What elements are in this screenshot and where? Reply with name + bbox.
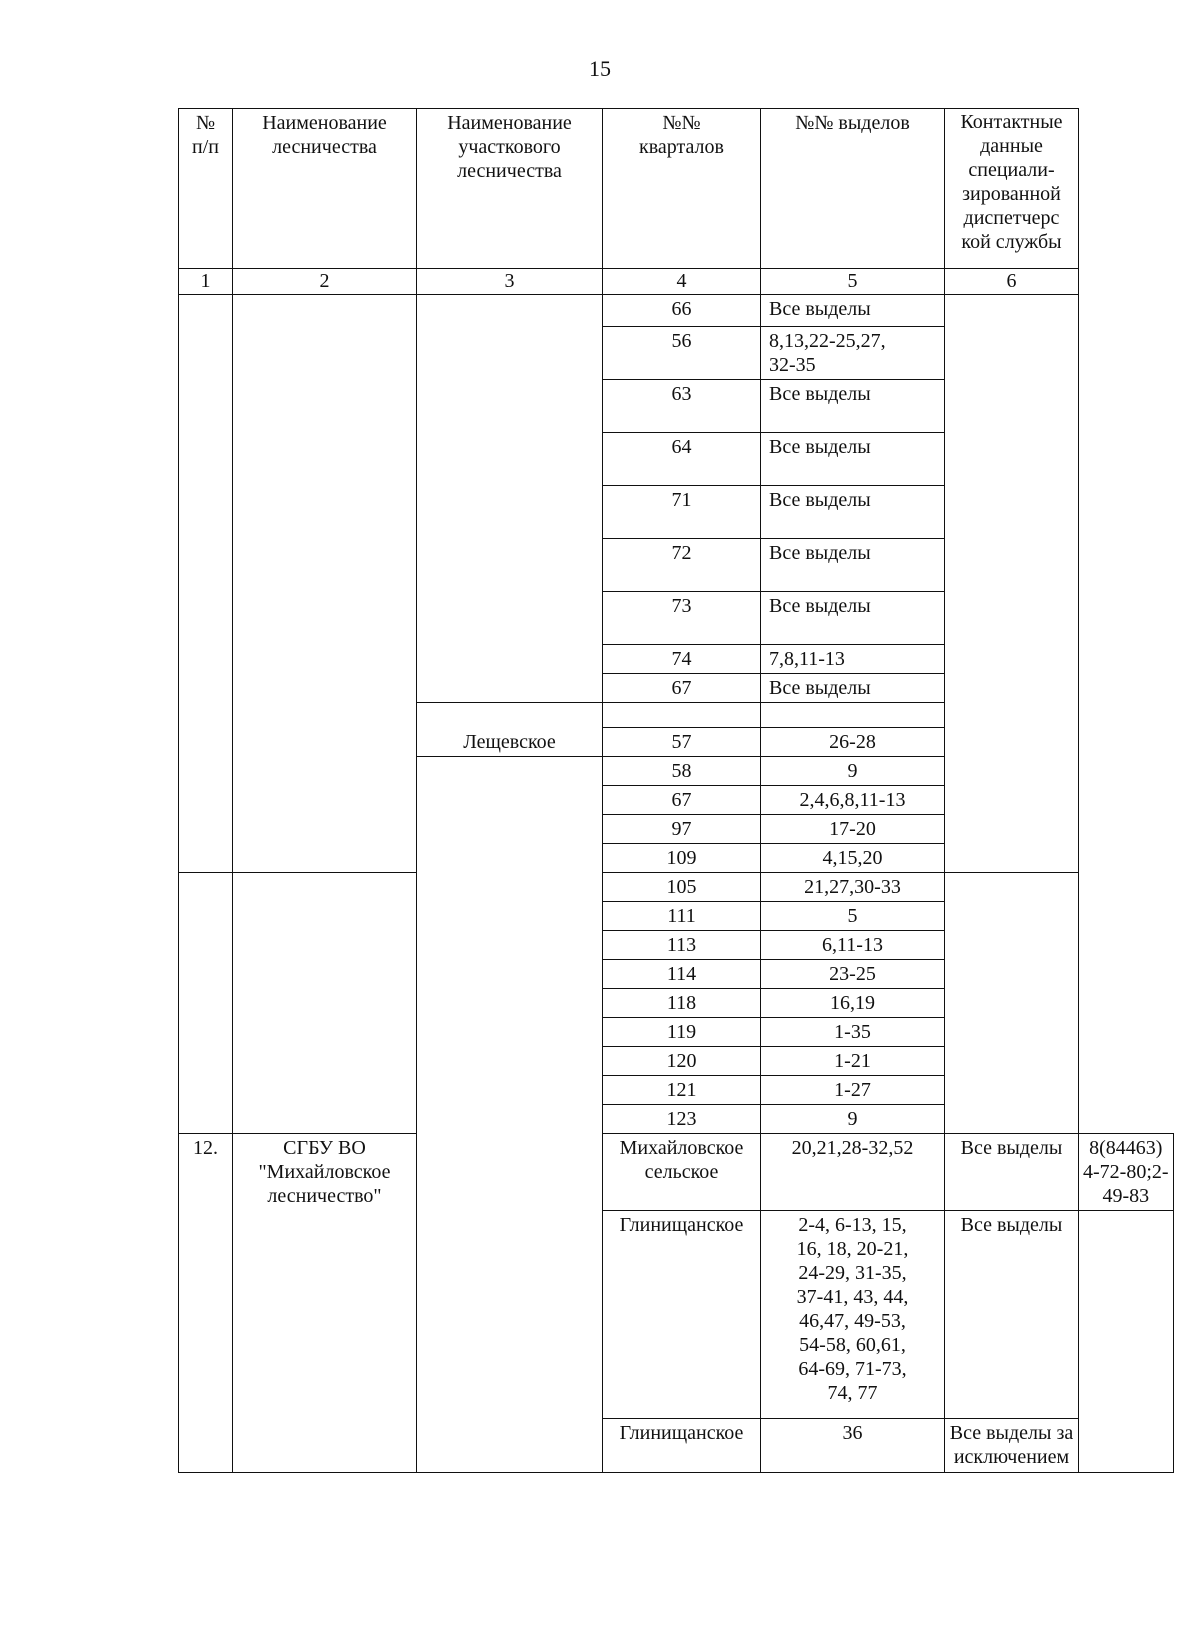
district-name-cell [417, 703, 603, 757]
quarter-cell [603, 703, 761, 728]
quarter-cell: 71 [603, 486, 761, 539]
column-number: 6 [945, 269, 1079, 295]
plots-cell: Все выделы [761, 433, 945, 486]
plots-cell: 5 [761, 902, 945, 931]
forestry-cell [233, 295, 417, 873]
column-number: 3 [417, 269, 603, 295]
district-cell [417, 757, 603, 1473]
district-cell: Глинищанское [603, 1419, 761, 1473]
quarter-cell: 105 [603, 873, 761, 902]
quarters-list: 2-4, 6-13, 15, 16, 18, 20-21, 24-29, 31-35, 37-41, 43, 44, 46,47, 49-53, 54-58, 60,61, 64-69, 71-73, 74, 77 [796, 1214, 909, 1404]
plots-cell: 4,15,20 [761, 844, 945, 873]
quarter-cell: 73 [603, 592, 761, 645]
quarter-cell: 64 [603, 433, 761, 486]
table-row [179, 295, 1174, 327]
column-number-row [179, 269, 1174, 295]
entry-number-cell [179, 873, 233, 1134]
column-number: 5 [761, 269, 945, 295]
plots-cell: Все выделы [761, 486, 945, 539]
quarter-cell: 67 [603, 786, 761, 815]
plots-cell: 7,8,11-13 [761, 645, 945, 674]
plots-cell: 2,4,6,8,11-13 [761, 786, 945, 815]
plots-cell: 1-21 [761, 1047, 945, 1076]
forestry-cell [233, 873, 417, 1134]
quarter-cell: 57 [603, 728, 761, 757]
plots-cell: 17-20 [761, 815, 945, 844]
quarter-cell: 111 [603, 902, 761, 931]
entry-number-cell: 12. [179, 1134, 233, 1473]
plots-cell [761, 703, 945, 728]
plots-cell [761, 327, 945, 380]
forestry-table [178, 108, 1174, 1473]
district-cell [417, 295, 603, 703]
plots-cell: 26-28 [761, 728, 945, 757]
plots-cell: 1-27 [761, 1076, 945, 1105]
plots-cell: Все выделы [761, 592, 945, 645]
contact-phone: 8(84463) 4-72-80;2- 49-83 [1083, 1137, 1169, 1207]
plots-text: Все выделы за исключением [949, 1422, 1074, 1468]
contact-cell [945, 873, 1079, 1134]
header-forestry [233, 109, 417, 269]
plots-text: 8,13,22-25,27, 32-35 [769, 330, 886, 376]
quarter-cell: 123 [603, 1105, 761, 1134]
contact-cell [1079, 1134, 1174, 1211]
header-number [179, 109, 233, 269]
header-forestry-text: Наименование лесничества [262, 112, 387, 158]
header-plots-text: №№ выделов [795, 112, 910, 134]
header-number-text: № п/п [192, 112, 219, 158]
quarter-cell: 120 [603, 1047, 761, 1076]
table-row [179, 873, 1174, 902]
quarter-cell: 119 [603, 1018, 761, 1047]
plots-cell: 6,11-13 [761, 931, 945, 960]
district-name: Михайловское сельское [619, 1137, 744, 1183]
table-row [179, 1134, 1174, 1211]
quarter-cell: 58 [603, 757, 761, 786]
plots-cell: Все выделы [945, 1134, 1079, 1211]
quarter-cell: 118 [603, 989, 761, 1018]
header-contacts-text: Контактные данные специали- зированной диспетчерс кой службы [960, 111, 1063, 253]
header-contacts [945, 109, 1079, 269]
district-name: Лещевское [463, 731, 556, 753]
district-cell [603, 1134, 761, 1211]
quarter-cell: 63 [603, 380, 761, 433]
plots-cell: 23-25 [761, 960, 945, 989]
plots-cell: 9 [761, 1105, 945, 1134]
plots-cell: Все выделы [761, 380, 945, 433]
quarter-cell: 114 [603, 960, 761, 989]
header-district-forestry [417, 109, 603, 269]
header-quarters [603, 109, 761, 269]
plots-cell: 21,27,30-33 [761, 873, 945, 902]
header-row [179, 109, 1174, 269]
plots-cell: Все выделы [761, 295, 945, 327]
quarter-cell: 56 [603, 327, 761, 380]
column-number: 4 [603, 269, 761, 295]
column-number: 1 [179, 269, 233, 295]
plots-cell: Все выделы [945, 1211, 1079, 1419]
forestry-cell [233, 1134, 417, 1473]
quarter-cell: 121 [603, 1076, 761, 1105]
quarter-cell [761, 1211, 945, 1419]
forestry-name: СГБУ ВО "Михайловское лесничество" [258, 1137, 391, 1207]
column-number: 2 [233, 269, 417, 295]
plots-cell: 1-35 [761, 1018, 945, 1047]
plots-cell: 9 [761, 757, 945, 786]
quarter-cell: 113 [603, 931, 761, 960]
header-plots [761, 109, 945, 269]
page-number: 15 [589, 56, 611, 81]
quarter-cell: 109 [603, 844, 761, 873]
quarter-cell: 97 [603, 815, 761, 844]
quarter-cell: 36 [761, 1419, 945, 1473]
quarter-cell: 74 [603, 645, 761, 674]
plots-cell [945, 1419, 1079, 1473]
quarter-cell: 20,21,28-32,52 [761, 1134, 945, 1211]
contact-cell [1079, 1211, 1174, 1473]
entry-number-cell [179, 295, 233, 873]
plots-cell: Все выделы [761, 539, 945, 592]
plots-cell: 16,19 [761, 989, 945, 1018]
header-district-forestry-text: Наименование участкового лесничества [447, 112, 572, 182]
quarter-cell: 72 [603, 539, 761, 592]
contact-cell [945, 295, 1079, 873]
header-quarters-text: №№ кварталов [639, 112, 724, 158]
plots-cell: Все выделы [761, 674, 945, 703]
district-cell: Глинищанское [603, 1211, 761, 1419]
quarter-cell: 67 [603, 674, 761, 703]
quarter-cell: 66 [603, 295, 761, 327]
